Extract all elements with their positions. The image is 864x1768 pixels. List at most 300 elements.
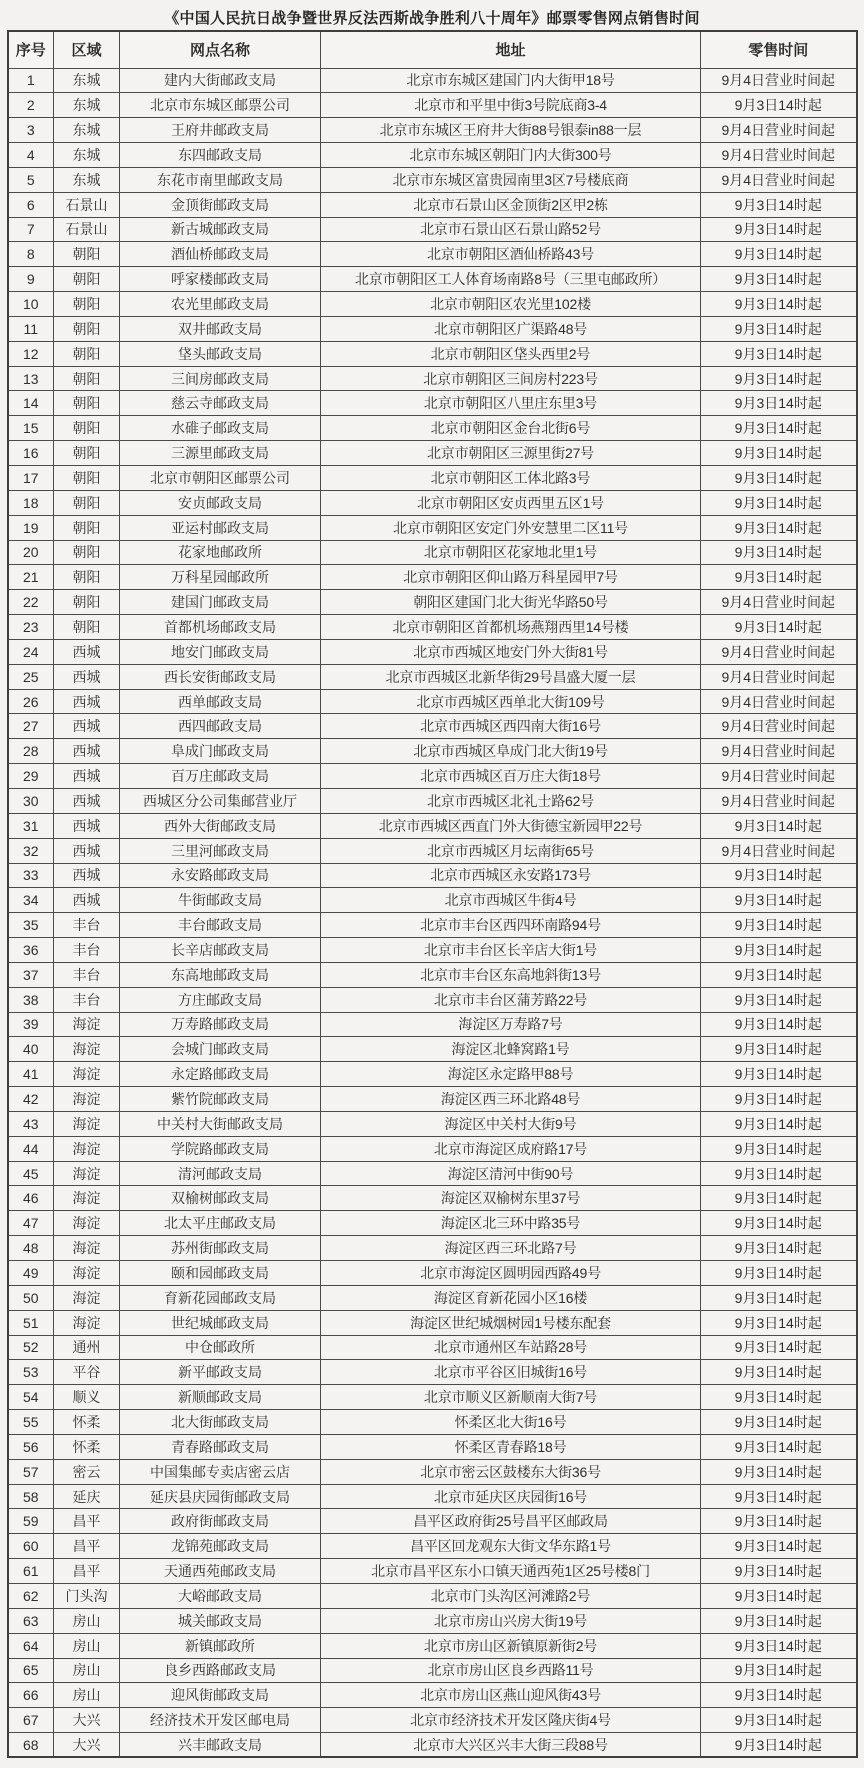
table-row [8, 391, 857, 416]
address-cell: 北京市房山区燕山迎风街43号 [321, 1683, 701, 1708]
district-cell: 通州 [54, 1335, 120, 1360]
district-cell: 顺义 [54, 1385, 120, 1410]
address-cell: 北京市东城区王府井大街88号银泰in88一层 [321, 118, 701, 143]
address-cell: 北京市丰台区长辛店大街1号 [321, 938, 701, 963]
table-row [8, 1062, 857, 1087]
table-row [8, 490, 857, 515]
address-cell: 昌平区回龙观东大街文华东路1号 [321, 1534, 701, 1559]
time-cell: 9月4日营业时间起 [701, 143, 857, 168]
time-cell: 9月3日14时起 [701, 615, 857, 640]
district-cell: 海淀 [54, 1012, 120, 1037]
address-cell: 朝阳区建国门北大街光华路50号 [321, 590, 701, 615]
table-row [8, 540, 857, 565]
name-cell: 万科星园邮政所 [120, 565, 321, 590]
time-cell: 9月3日14时起 [701, 962, 857, 987]
name-cell: 垡头邮政支局 [120, 341, 321, 366]
district-cell: 丰台 [54, 962, 120, 987]
name-cell: 新镇邮政所 [120, 1633, 321, 1658]
address-cell: 北京市西城区牛街4号 [321, 888, 701, 913]
table-row [8, 913, 857, 938]
time-cell: 9月3日14时起 [701, 466, 857, 491]
time-cell: 9月3日14时起 [701, 341, 857, 366]
district-cell: 西城 [54, 714, 120, 739]
district-cell: 西城 [54, 689, 120, 714]
time-cell: 9月3日14时起 [701, 1310, 857, 1335]
serial-cell: 34 [8, 888, 54, 913]
address-cell: 北京市房山区良乡西路11号 [321, 1658, 701, 1683]
address-cell: 北京市西城区北礼士路62号 [321, 788, 701, 813]
time-cell: 9月3日14时起 [701, 316, 857, 341]
serial-cell: 36 [8, 938, 54, 963]
serial-cell: 55 [8, 1410, 54, 1435]
serial-cell: 31 [8, 813, 54, 838]
table-row [8, 838, 857, 863]
time-cell: 9月3日14时起 [701, 1335, 857, 1360]
time-cell: 9月4日营业时间起 [701, 764, 857, 789]
name-cell: 紫竹院邮政支局 [120, 1087, 321, 1112]
col-header-district: 区域 [54, 31, 120, 68]
serial-cell: 7 [8, 217, 54, 242]
serial-cell: 24 [8, 639, 54, 664]
address-cell: 海淀区北三环中路35号 [321, 1211, 701, 1236]
table-row [8, 1261, 857, 1286]
name-cell: 龙锦苑邮政支局 [120, 1534, 321, 1559]
table-row [8, 813, 857, 838]
serial-cell: 27 [8, 714, 54, 739]
time-cell: 9月3日14时起 [701, 1509, 857, 1534]
district-cell: 朝阳 [54, 267, 120, 292]
time-cell: 9月3日14时起 [701, 1285, 857, 1310]
serial-cell: 5 [8, 167, 54, 192]
district-cell: 平谷 [54, 1360, 120, 1385]
name-cell: 北太平庄邮政支局 [120, 1211, 321, 1236]
name-cell: 三里河邮政支局 [120, 838, 321, 863]
table-row [8, 888, 857, 913]
serial-cell: 23 [8, 615, 54, 640]
serial-cell: 38 [8, 987, 54, 1012]
table-row [8, 1434, 857, 1459]
district-cell: 门头沟 [54, 1583, 120, 1608]
time-cell: 9月3日14时起 [701, 1658, 857, 1683]
table-row [8, 93, 857, 118]
address-cell: 海淀区北蜂窝路1号 [321, 1037, 701, 1062]
district-cell: 西城 [54, 788, 120, 813]
address-cell: 北京市丰台区蒲芳路22号 [321, 987, 701, 1012]
name-cell: 双榆树邮政支局 [120, 1186, 321, 1211]
time-cell: 9月3日14时起 [701, 192, 857, 217]
table-row [8, 1087, 857, 1112]
district-cell: 朝阳 [54, 590, 120, 615]
table-row [8, 664, 857, 689]
serial-cell: 60 [8, 1534, 54, 1559]
address-cell: 北京市房山兴房大街19号 [321, 1608, 701, 1633]
district-cell: 昌平 [54, 1534, 120, 1559]
table-row [8, 1410, 857, 1435]
table-row [8, 1683, 857, 1708]
name-cell: 北京市朝阳区邮票公司 [120, 466, 321, 491]
name-cell: 会城门邮政支局 [120, 1037, 321, 1062]
district-cell: 海淀 [54, 1310, 120, 1335]
name-cell: 延庆县庆园街邮政支局 [120, 1484, 321, 1509]
serial-cell: 47 [8, 1211, 54, 1236]
serial-cell: 30 [8, 788, 54, 813]
table-row [8, 1111, 857, 1136]
district-cell: 海淀 [54, 1111, 120, 1136]
table-row [8, 987, 857, 1012]
address-cell: 北京市和平里中街3号院底商3-4 [321, 93, 701, 118]
name-cell: 西外大街邮政支局 [120, 813, 321, 838]
address-cell: 北京市朝阳区安贞西里五区1号 [321, 490, 701, 515]
district-cell: 密云 [54, 1459, 120, 1484]
district-cell: 西城 [54, 639, 120, 664]
table-row [8, 515, 857, 540]
address-cell: 北京市东城区富贵园南里3区7号楼底商 [321, 167, 701, 192]
name-cell: 阜成门邮政支局 [120, 739, 321, 764]
district-cell: 朝阳 [54, 441, 120, 466]
time-cell: 9月3日14时起 [701, 391, 857, 416]
name-cell: 亚运村邮政支局 [120, 515, 321, 540]
table-row [8, 1211, 857, 1236]
name-cell: 建国门邮政支局 [120, 590, 321, 615]
address-cell: 海淀区育新花园小区16楼 [321, 1285, 701, 1310]
name-cell: 北大街邮政支局 [120, 1410, 321, 1435]
time-cell: 9月3日14时起 [701, 93, 857, 118]
table-row [8, 441, 857, 466]
name-cell: 新平邮政支局 [120, 1360, 321, 1385]
address-cell: 北京市朝阳区安定门外安慧里二区11号 [321, 515, 701, 540]
table-row [8, 1608, 857, 1633]
name-cell: 新古城邮政支局 [120, 217, 321, 242]
name-cell: 首都机场邮政支局 [120, 615, 321, 640]
table-row [8, 68, 857, 93]
address-cell: 北京市海淀区圆明园西路49号 [321, 1261, 701, 1286]
time-cell: 9月3日14时起 [701, 1087, 857, 1112]
name-cell: 长辛店邮政支局 [120, 938, 321, 963]
header-row [8, 31, 857, 68]
address-cell: 海淀区世纪城烟树园1号楼东配套 [321, 1310, 701, 1335]
name-cell: 清河邮政支局 [120, 1161, 321, 1186]
address-cell: 北京市石景山区石景山路52号 [321, 217, 701, 242]
table-row [8, 938, 857, 963]
district-cell: 西城 [54, 664, 120, 689]
time-cell: 9月3日14时起 [701, 1559, 857, 1584]
serial-cell: 8 [8, 242, 54, 267]
name-cell: 苏州街邮政支局 [120, 1236, 321, 1261]
district-cell: 西城 [54, 888, 120, 913]
time-cell: 9月4日营业时间起 [701, 714, 857, 739]
name-cell: 方庄邮政支局 [120, 987, 321, 1012]
time-cell: 9月3日14时起 [701, 217, 857, 242]
serial-cell: 48 [8, 1236, 54, 1261]
time-cell: 9月3日14时起 [701, 1459, 857, 1484]
time-cell: 9月4日营业时间起 [701, 739, 857, 764]
district-cell: 怀柔 [54, 1410, 120, 1435]
time-cell: 9月3日14时起 [701, 292, 857, 317]
table-row [8, 1633, 857, 1658]
district-cell: 大兴 [54, 1708, 120, 1733]
serial-cell: 56 [8, 1434, 54, 1459]
district-cell: 西城 [54, 764, 120, 789]
address-cell: 北京市经济技术开发区隆庆街4号 [321, 1708, 701, 1733]
table-row [8, 1186, 857, 1211]
district-cell: 丰台 [54, 938, 120, 963]
serial-cell: 6 [8, 192, 54, 217]
table-row [8, 1136, 857, 1161]
district-cell: 朝阳 [54, 565, 120, 590]
name-cell: 建内大街邮政支局 [120, 68, 321, 93]
district-cell: 海淀 [54, 1186, 120, 1211]
name-cell: 三源里邮政支局 [120, 441, 321, 466]
serial-cell: 2 [8, 93, 54, 118]
address-cell: 海淀区西三环北路48号 [321, 1087, 701, 1112]
name-cell: 北京市东城区邮票公司 [120, 93, 321, 118]
serial-cell: 29 [8, 764, 54, 789]
name-cell: 政府街邮政支局 [120, 1509, 321, 1534]
district-cell: 丰台 [54, 913, 120, 938]
address-cell: 北京市东城区朝阳门内大街300号 [321, 143, 701, 168]
table-row [8, 764, 857, 789]
time-cell: 9月3日14时起 [701, 1484, 857, 1509]
serial-cell: 67 [8, 1708, 54, 1733]
address-cell: 怀柔区北大街16号 [321, 1410, 701, 1435]
table-row [8, 292, 857, 317]
time-cell: 9月4日营业时间起 [701, 118, 857, 143]
table-row [8, 1310, 857, 1335]
table-row [8, 1733, 857, 1758]
serial-cell: 20 [8, 540, 54, 565]
name-cell: 万寿路邮政支局 [120, 1012, 321, 1037]
name-cell: 中仓邮政所 [120, 1335, 321, 1360]
district-cell: 东城 [54, 167, 120, 192]
district-cell: 东城 [54, 143, 120, 168]
address-cell: 北京市西城区西单北大街109号 [321, 689, 701, 714]
address-cell: 北京市朝阳区花家地北里1号 [321, 540, 701, 565]
table-row [8, 1012, 857, 1037]
serial-cell: 63 [8, 1608, 54, 1633]
district-cell: 房山 [54, 1683, 120, 1708]
time-cell: 9月3日14时起 [701, 515, 857, 540]
serial-cell: 15 [8, 416, 54, 441]
serial-cell: 33 [8, 863, 54, 888]
serial-cell: 51 [8, 1310, 54, 1335]
address-cell: 怀柔区青春路18号 [321, 1434, 701, 1459]
time-cell: 9月3日14时起 [701, 366, 857, 391]
table-row [8, 639, 857, 664]
time-cell: 9月3日14时起 [701, 1534, 857, 1559]
address-cell: 北京市西城区西四南大街16号 [321, 714, 701, 739]
address-cell: 北京市西城区北新华街29号昌盛大厦一层 [321, 664, 701, 689]
address-cell: 北京市西城区永安路173号 [321, 863, 701, 888]
name-cell: 丰台邮政支局 [120, 913, 321, 938]
name-cell: 颐和园邮政支局 [120, 1261, 321, 1286]
serial-cell: 52 [8, 1335, 54, 1360]
table-row [8, 242, 857, 267]
table-row [8, 267, 857, 292]
time-cell: 9月3日14时起 [701, 888, 857, 913]
address-cell: 北京市朝阳区金台北街6号 [321, 416, 701, 441]
address-cell: 北京市大兴区兴丰大街三段88号 [321, 1733, 701, 1758]
name-cell: 学院路邮政支局 [120, 1136, 321, 1161]
time-cell: 9月3日14时起 [701, 1236, 857, 1261]
serial-cell: 62 [8, 1583, 54, 1608]
time-cell: 9月3日14时起 [701, 540, 857, 565]
name-cell: 双井邮政支局 [120, 316, 321, 341]
table-row [8, 167, 857, 192]
address-cell: 海淀区双榆树东里37号 [321, 1186, 701, 1211]
time-cell: 9月4日营业时间起 [701, 590, 857, 615]
time-cell: 9月3日14时起 [701, 1583, 857, 1608]
district-cell: 昌平 [54, 1559, 120, 1584]
name-cell: 永安路邮政支局 [120, 863, 321, 888]
address-cell: 北京市西城区百万庄大街18号 [321, 764, 701, 789]
table-row [8, 1037, 857, 1062]
name-cell: 天通西苑邮政支局 [120, 1559, 321, 1584]
address-cell: 北京市朝阳区农光里102楼 [321, 292, 701, 317]
district-cell: 丰台 [54, 987, 120, 1012]
name-cell: 花家地邮政所 [120, 540, 321, 565]
table-row [8, 1484, 857, 1509]
time-cell: 9月3日14时起 [701, 863, 857, 888]
time-cell: 9月3日14时起 [701, 1062, 857, 1087]
time-cell: 9月3日14时起 [701, 1161, 857, 1186]
time-cell: 9月3日14时起 [701, 1708, 857, 1733]
table-row [8, 1161, 857, 1186]
address-cell: 海淀区西三环北路7号 [321, 1236, 701, 1261]
time-cell: 9月3日14时起 [701, 1633, 857, 1658]
name-cell: 世纪城邮政支局 [120, 1310, 321, 1335]
district-cell: 石景山 [54, 192, 120, 217]
serial-cell: 18 [8, 490, 54, 515]
serial-cell: 4 [8, 143, 54, 168]
table-row [8, 1236, 857, 1261]
address-cell: 北京市门头沟区河滩路2号 [321, 1583, 701, 1608]
address-cell: 北京市朝阳区三源里街27号 [321, 441, 701, 466]
address-cell: 北京市丰台区东高地斜街13号 [321, 962, 701, 987]
time-cell: 9月3日14时起 [701, 242, 857, 267]
table-row [8, 366, 857, 391]
time-cell: 9月3日14时起 [701, 1037, 857, 1062]
table-row [8, 1559, 857, 1584]
serial-cell: 26 [8, 689, 54, 714]
name-cell: 永定路邮政支局 [120, 1062, 321, 1087]
district-cell: 海淀 [54, 1087, 120, 1112]
table-row [8, 1335, 857, 1360]
serial-cell: 59 [8, 1509, 54, 1534]
serial-cell: 19 [8, 515, 54, 540]
time-cell: 9月3日14时起 [701, 267, 857, 292]
serial-cell: 1 [8, 68, 54, 93]
time-cell: 9月3日14时起 [701, 1012, 857, 1037]
serial-cell: 61 [8, 1559, 54, 1584]
address-cell: 海淀区清河中街90号 [321, 1161, 701, 1186]
address-cell: 北京市通州区车站路28号 [321, 1335, 701, 1360]
name-cell: 安贞邮政支局 [120, 490, 321, 515]
time-cell: 9月3日14时起 [701, 1360, 857, 1385]
district-cell: 朝阳 [54, 490, 120, 515]
table-row [8, 466, 857, 491]
address-cell: 北京市朝阳区八里庄东里3号 [321, 391, 701, 416]
serial-cell: 64 [8, 1633, 54, 1658]
time-cell: 9月4日营业时间起 [701, 838, 857, 863]
district-cell: 海淀 [54, 1161, 120, 1186]
time-cell: 9月4日营业时间起 [701, 167, 857, 192]
address-cell: 北京市密云区鼓楼东大街36号 [321, 1459, 701, 1484]
time-cell: 9月3日14时起 [701, 813, 857, 838]
table-row [8, 1285, 857, 1310]
name-cell: 青春路邮政支局 [120, 1434, 321, 1459]
address-cell: 北京市平谷区旧城街16号 [321, 1360, 701, 1385]
serial-cell: 45 [8, 1161, 54, 1186]
name-cell: 呼家楼邮政支局 [120, 267, 321, 292]
name-cell: 王府井邮政支局 [120, 118, 321, 143]
serial-cell: 49 [8, 1261, 54, 1286]
serial-cell: 12 [8, 341, 54, 366]
district-cell: 房山 [54, 1658, 120, 1683]
time-cell: 9月4日营业时间起 [701, 788, 857, 813]
address-cell: 北京市西城区月坛南街65号 [321, 838, 701, 863]
time-cell: 9月3日14时起 [701, 1261, 857, 1286]
district-cell: 海淀 [54, 1037, 120, 1062]
time-cell: 9月3日14时起 [701, 1608, 857, 1633]
serial-cell: 39 [8, 1012, 54, 1037]
time-cell: 9月4日营业时间起 [701, 689, 857, 714]
table-row [8, 615, 857, 640]
time-cell: 9月3日14时起 [701, 565, 857, 590]
table-row [8, 341, 857, 366]
address-cell: 北京市朝阳区垡头西里2号 [321, 341, 701, 366]
outlets-table-body [8, 68, 857, 1757]
table-row [8, 689, 857, 714]
table-row [8, 316, 857, 341]
district-cell: 怀柔 [54, 1434, 120, 1459]
address-cell: 北京市昌平区东小口镇天通西苑1区25号楼8门 [321, 1559, 701, 1584]
table-row [8, 192, 857, 217]
table-row [8, 863, 857, 888]
district-cell: 房山 [54, 1608, 120, 1633]
address-cell: 北京市西城区阜成门北大街19号 [321, 739, 701, 764]
table-row [8, 143, 857, 168]
district-cell: 朝阳 [54, 366, 120, 391]
name-cell: 城关邮政支局 [120, 1608, 321, 1633]
col-header-address: 地址 [321, 31, 701, 68]
district-cell: 昌平 [54, 1509, 120, 1534]
district-cell: 海淀 [54, 1136, 120, 1161]
time-cell: 9月3日14时起 [701, 1211, 857, 1236]
serial-cell: 68 [8, 1733, 54, 1758]
address-cell: 北京市西城区西直门外大街德宝新园甲22号 [321, 813, 701, 838]
table-row [8, 1708, 857, 1733]
serial-cell: 41 [8, 1062, 54, 1087]
serial-cell: 42 [8, 1087, 54, 1112]
time-cell: 9月3日14时起 [701, 938, 857, 963]
table-row [8, 962, 857, 987]
table-row [8, 1385, 857, 1410]
name-cell: 西单邮政支局 [120, 689, 321, 714]
district-cell: 朝阳 [54, 515, 120, 540]
time-cell: 9月4日营业时间起 [701, 664, 857, 689]
table-row [8, 590, 857, 615]
table-row [8, 217, 857, 242]
serial-cell: 54 [8, 1385, 54, 1410]
col-header-time: 零售时间 [701, 31, 857, 68]
address-cell: 北京市朝阳区仰山路万科星园甲7号 [321, 565, 701, 590]
district-cell: 海淀 [54, 1261, 120, 1286]
address-cell: 北京市朝阳区酒仙桥路43号 [321, 242, 701, 267]
table-row [8, 1583, 857, 1608]
time-cell: 9月3日14时起 [701, 1186, 857, 1211]
table-row [8, 1658, 857, 1683]
address-cell: 北京市朝阳区工人体育场南路8号（三里屯邮政所） [321, 267, 701, 292]
